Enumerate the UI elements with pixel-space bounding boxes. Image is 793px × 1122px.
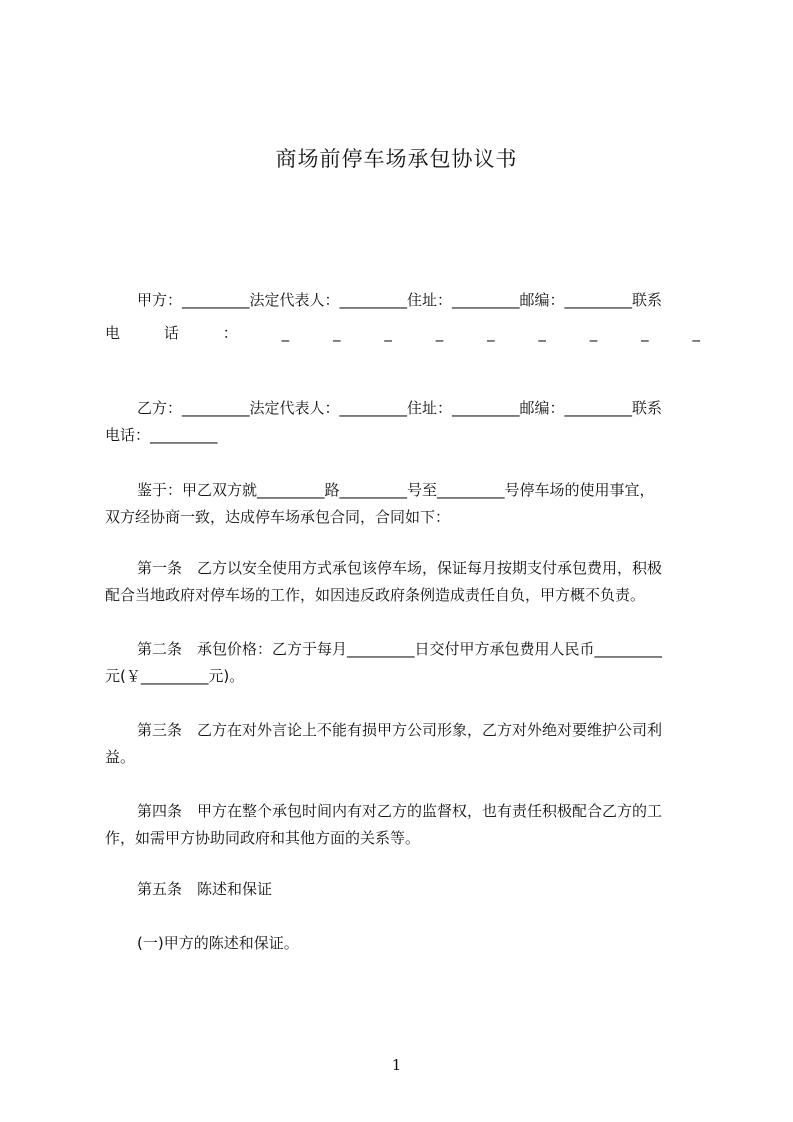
party-a-char: 电 <box>105 324 121 342</box>
preamble-line1: 鉴于：甲乙双方就_________路_________号至_________号停车场的使用事宜， <box>137 481 655 499</box>
party-a-line2 <box>105 322 700 344</box>
article-3-line1: 第三条 乙方在对外言论上不能有损甲方公司形象，乙方对外绝对要维护公司利 <box>137 721 663 739</box>
party-a-char: ： <box>222 324 238 342</box>
article-4-line1: 第四条 甲方在整个承包时间内有对乙方的监督权，也有责任积极配合乙方的工 <box>137 802 663 820</box>
party-a-char: 话 <box>163 324 179 342</box>
party-a-char: _ <box>332 324 341 342</box>
article-1-line2: 配合当地政府对停车场的工作，如因违反政府条例造成责任自负，甲方概不负责。 <box>105 586 646 604</box>
party-a-char: _ <box>384 324 392 342</box>
party-a-line1: 甲方：_________法定代表人：_________住址：_________邮编：_________联系 <box>137 291 663 309</box>
party-a-char: _ <box>487 324 495 342</box>
page-number: 1 <box>391 1056 402 1074</box>
party-a-char: _ <box>435 324 444 342</box>
party-a-char: _ <box>641 324 649 342</box>
article-2-line1: 第二条 承包价格：乙方于每月_________日交付甲方承包费用人民币_________ <box>137 640 663 658</box>
party-b-line2: 电话：_________ <box>105 426 218 444</box>
party-b-line1: 乙方：_________法定代表人：_________住址：_________邮编：_________联系 <box>137 399 663 417</box>
article-1-line1: 第一条 乙方以安全使用方式承包该停车场，保证每月按期支付承包费用，积极 <box>137 559 663 577</box>
article-2-line2: 元(￥_________元)。 <box>105 667 245 685</box>
party-a-char: _ <box>538 324 546 342</box>
party-a-char: _ <box>589 324 598 342</box>
section-1-heading: (一)甲方的陈述和保证。 <box>137 934 299 952</box>
party-a-char: _ <box>692 324 700 342</box>
article-5-heading: 第五条 陈述和保证 <box>137 880 273 898</box>
document-title: 商场前停车场承包协议书 <box>275 147 518 171</box>
article-4-line2: 作，如需甲方协助同政府和其他方面的关系等。 <box>105 829 421 847</box>
party-a-char: _ <box>281 324 290 342</box>
article-3-line2: 益。 <box>105 748 136 766</box>
preamble-line2: 双方经协商一致，达成停车场承包合同，合同如下： <box>105 508 451 526</box>
